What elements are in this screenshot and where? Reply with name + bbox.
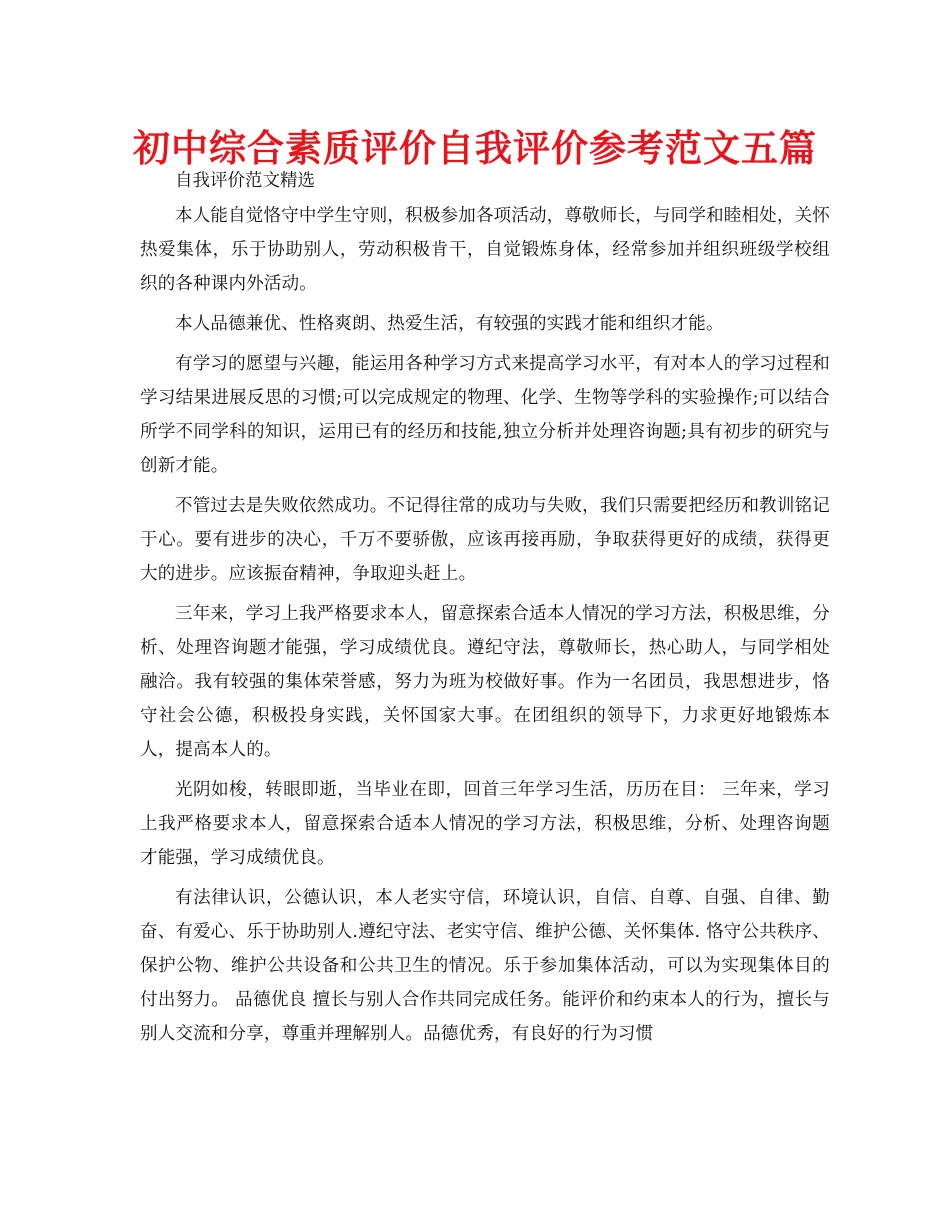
- paragraph: 本人能自觉恪守中学生守则，积极参加各项活动，尊敬师长，与同学和睦相处，关怀热爱集体，乐于协助别人，劳动积极肯干，自觉锻炼身体，经常参加并组织班级学校组织的各种课内外活动。: [140, 206, 830, 294]
- paragraph: 本人品德兼优、性格爽朗、热爱生活，有较强的实践才能和组织才能。: [175, 314, 724, 334]
- paragraph: 有学习的愿望与兴趣，能运用各种学习方式来提高学习水平，有对本人的学习过程和学习结果进展反思的习惯;可以完成规定的物理、化学、生物等学科的实验操作;可以结合所学不同学科的知识，运用已有的经历和技能,独立分析并处理咨询题;具有初步的研究与创新才能。: [140, 354, 830, 476]
- paragraph: 不管过去是失败依然成功。不记得往常的成功与失败，我们只需要把经历和教训铭记于心。要有进步的决心，千万不要骄傲，应该再接再励，争取获得更好的成绩，获得更大的进步。应该振奋精神，争取迎头赶上。: [140, 496, 830, 584]
- document-title: 初中综合素质评价自我评价参考范文五篇: [133, 127, 817, 170]
- paragraph: 三年来，学习上我严格要求本人，留意探索合适本人情况的学习方法，积极思维，分析、处理咨询题才能强，学习成绩优良。遵纪守法，尊敬师长，热心助人，与同学相处融洽。我有较强的集体荣誉感，努力为班为校做好事。作为一名团员，我思想进步，恪守社会公德，积极投身实践，关怀国家大事。在团组织的领导下，力求更好地锻炼本人，提高本人的。: [140, 604, 830, 760]
- paragraph: 有法律认识，公德认识，本人老实守信，环境认识，自信、自尊、自强、自律、勤奋、有爱心、乐于协助别人.遵纪守法、老实守信、维护公德、关怀集体. 恪守公共秩序、保护公物、维护公共设备和公共卫生的情况。乐于参加集体活动，可以为实现集体目的付出努力。 品德优良 擅长与别人合作共同完成任务。能评价和约束本人的行为，擅长与别人交流和分享，尊重并理解别人。品德优秀，有良好的行为习惯: [140, 888, 830, 1044]
- document-body: [140, 199, 830, 1057]
- paragraph: 光阴如梭，转眼即逝，当毕业在即，回首三年学习生活，历历在目： 三年来，学习上我严格要求本人，留意探索合适本人情况的学习方法，积极思维，分析、处理咨询题才能强，学习成绩优良。: [140, 780, 830, 868]
- document-subtitle: 自我评价范文精选: [175, 171, 315, 191]
